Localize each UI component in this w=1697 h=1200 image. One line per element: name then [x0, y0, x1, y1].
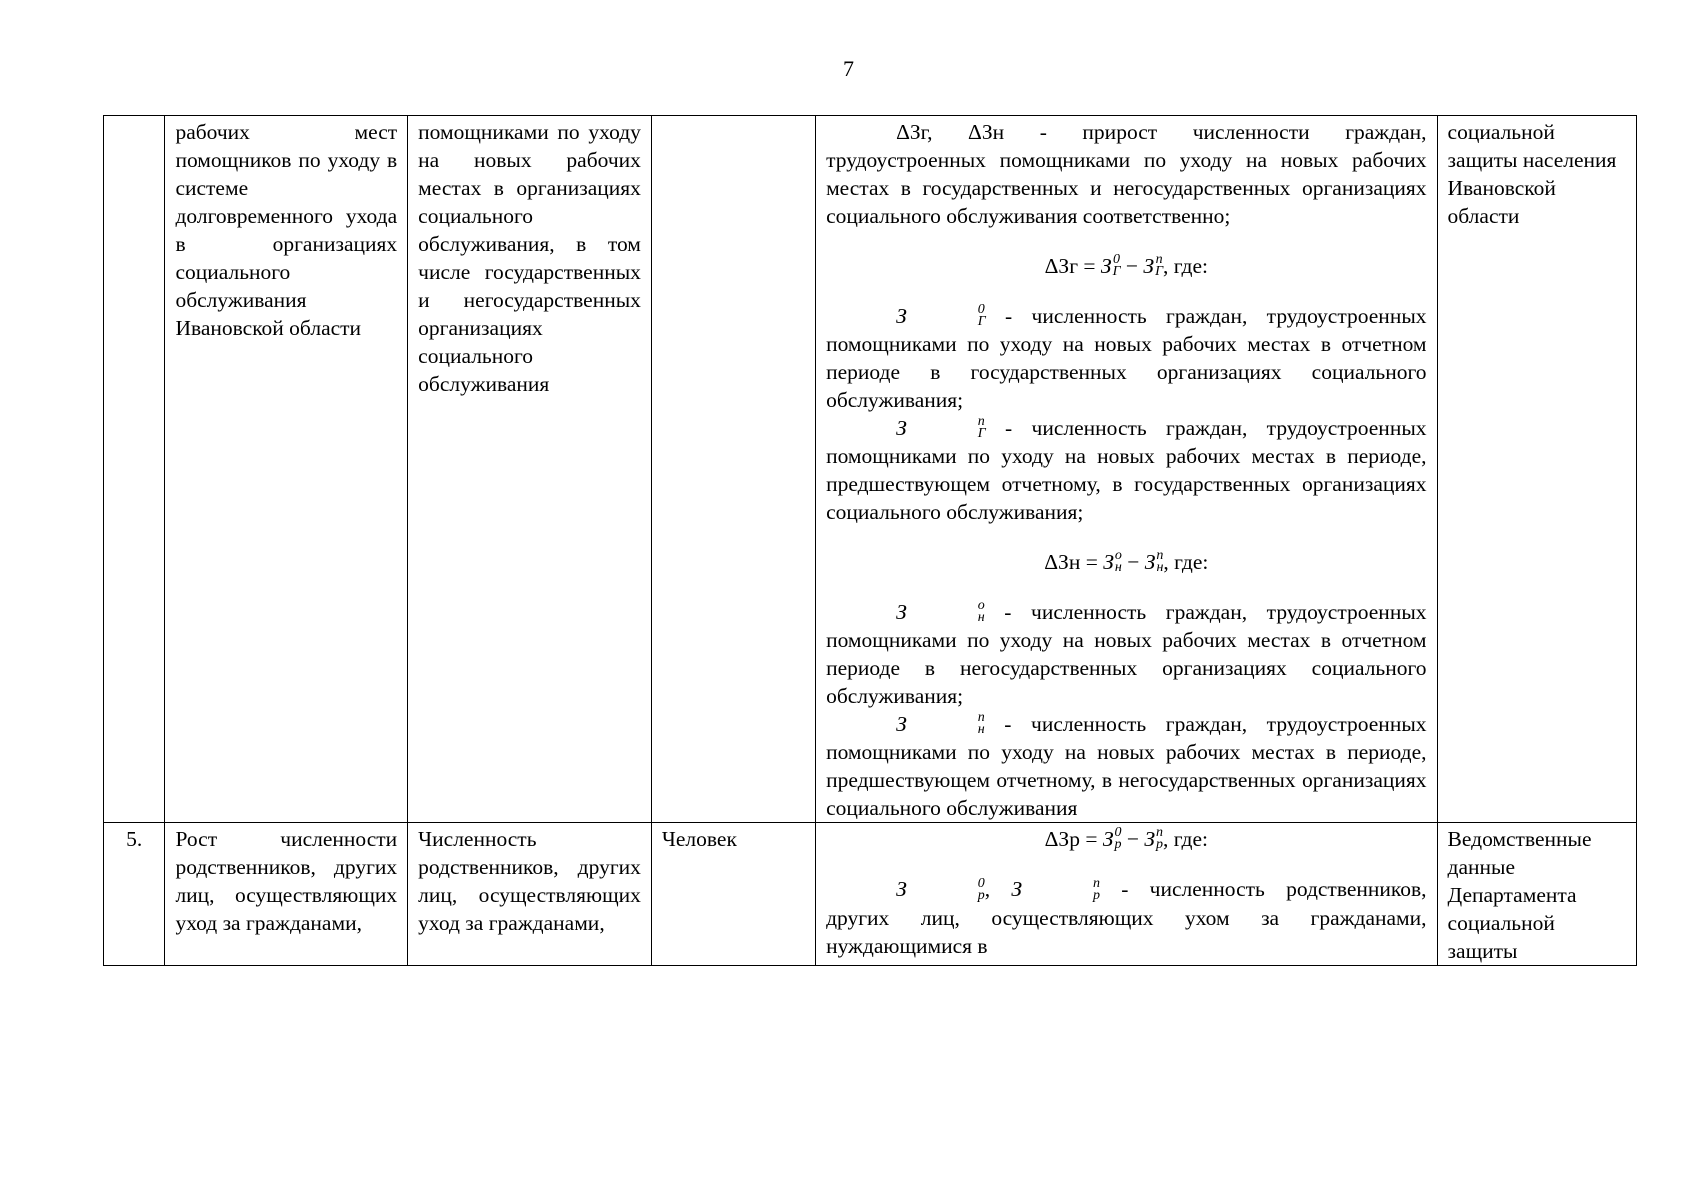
table-row — [104, 116, 1637, 823]
definition-g0: З 0 Г - численность граждан, трудоустроенных помощниками по уходу на новых рабочих местах в отчетном периоде в государственных организациях социального обслуживания; — [826, 302, 1427, 413]
row-number-cell — [104, 116, 165, 823]
method-intro: ΔЗг, ΔЗн - прирост численности граждан, трудоустроенных помощниками по уходу на новых рабочих местах в государственных и негосударственных организациях социального обслуживания соответственно; — [826, 120, 1427, 228]
calculation-method-cell — [816, 116, 1437, 823]
definition-nn: З п н - численность граждан, трудоустроенных помощниками по уходу на новых рабочих местах в периоде, предшествующем отчетному, в негосударственных организациях социального обслуживания — [826, 710, 1427, 821]
unit-cell — [651, 116, 815, 823]
indicator-definition-cell: Численность родственников, других лиц, осуществляющих уход за гражданами, — [408, 823, 652, 966]
indicator-name-cell: рабочих мест помощников по уходу в системе долговременного ухода в организациях социального обслуживания Ивановской области — [165, 116, 408, 823]
data-source-cell: социальной защиты населения Ивановской области — [1437, 116, 1636, 823]
indicator-definition-cell: помощниками по уходу на новых рабочих местах в организациях социального обслуживания, в том числе государственных и негосударственных организациях социального обслуживания — [408, 116, 652, 823]
page-number: 7 — [843, 56, 854, 81]
indicators-table — [103, 115, 1637, 966]
indicator-name-cell: Рост численности родственников, других лиц, осуществляющих уход за гражданами, — [165, 823, 408, 966]
unit-cell: Человек — [651, 823, 815, 966]
definition-gn: З п Г - численность граждан, трудоустроенных помощниками по уходу на новых рабочих местах в периоде, предшествующем отчетному, в государственных организациях социального обслуживания; — [826, 414, 1427, 525]
formula-g: ΔЗг = З 0 Г − З п Г , где: — [1044, 252, 1208, 280]
definition-r: З 0 р , З п р - численность родственников, других лиц, осуществляющих ухом за гражданами, нуждающимися в — [826, 875, 1427, 958]
formula-n: ΔЗн = З о н − З п н , где: — [1044, 548, 1209, 576]
table-row — [104, 823, 1637, 966]
definition-n0: З о н - численность граждан, трудоустроенных помощниками по уходу на новых рабочих местах в отчетном периоде в негосударственных организациях социального обслуживания; — [826, 598, 1427, 709]
calculation-method-cell — [816, 823, 1437, 966]
formula-r: ΔЗр = З 0 р − З п р , где: — [1044, 825, 1208, 853]
row-number-cell: 5. — [104, 823, 165, 966]
data-source-cell: Ведомственные данные Департамента социальной защиты — [1437, 823, 1636, 966]
